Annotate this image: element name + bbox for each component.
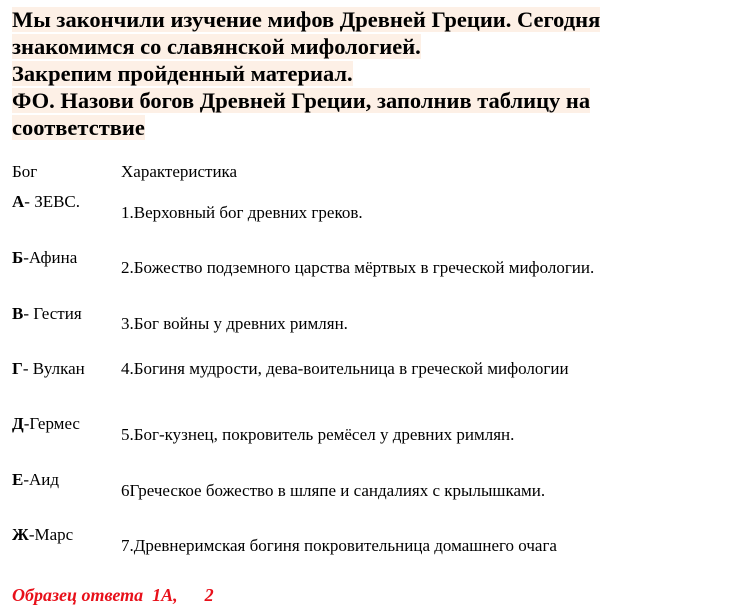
heading-line-2: знакомимся со славянской мифологией.	[12, 34, 421, 59]
description-item-3: 3.Бог войны у древних римлян.	[121, 314, 348, 333]
god-item-v	[12, 304, 82, 324]
god-letter: Г	[12, 359, 23, 378]
god-name: - Вулкан	[22, 359, 85, 378]
god-letter: Е	[12, 470, 24, 489]
heading-line-5: соответствие	[12, 115, 145, 140]
description-item-1: 1.Верховный бог древних греков.	[121, 203, 363, 222]
god-item-g	[12, 359, 85, 379]
heading-line-3: Закрепим пройденный материал.	[12, 61, 353, 86]
god-letter: Б	[12, 248, 24, 267]
description-item-5: 5.Бог-кузнец, покровитель ремёсел у древних римлян.	[121, 425, 515, 444]
description-item-2: 2.Божество подземного царства мёртвых в греческой мифологии.	[121, 258, 595, 277]
god-item-b	[12, 248, 77, 268]
column-header-description: Характеристика	[121, 162, 238, 181]
column-header-god: Бог	[12, 162, 38, 181]
god-item-a	[12, 192, 80, 212]
god-name: -Гермес	[23, 414, 80, 433]
god-name: - Гестия	[23, 304, 82, 323]
god-letter: В	[12, 304, 24, 323]
description-item-4: 4.Богиня мудрости, дева-воительница в греческой мифологии	[121, 359, 569, 378]
god-item-e	[12, 470, 59, 490]
god-name: -Афина	[23, 248, 78, 267]
god-letter: Д	[12, 414, 24, 433]
god-name: - ЗЕВС.	[24, 192, 81, 211]
god-name: -Марс	[28, 525, 74, 544]
god-letter: Ж	[12, 525, 29, 544]
god-name: -Аид	[23, 470, 60, 489]
heading-line-1: Мы закончили изучение мифов Древней Греции. Сегодня	[12, 7, 601, 32]
god-item-d	[12, 414, 80, 434]
description-item-6: 6Греческое божество в шляпе и сандалиях с крылышками.	[121, 481, 546, 500]
god-item-zh	[12, 525, 73, 545]
heading-line-4: ФО. Назови богов Древней Греции, заполнив таблицу на	[12, 88, 591, 113]
description-item-7: 7.Древнеримская богиня покровительница домашнего очага	[121, 536, 557, 555]
god-letter: А	[12, 192, 25, 211]
answer-sample: Образец ответа 1А, 2	[12, 585, 214, 605]
